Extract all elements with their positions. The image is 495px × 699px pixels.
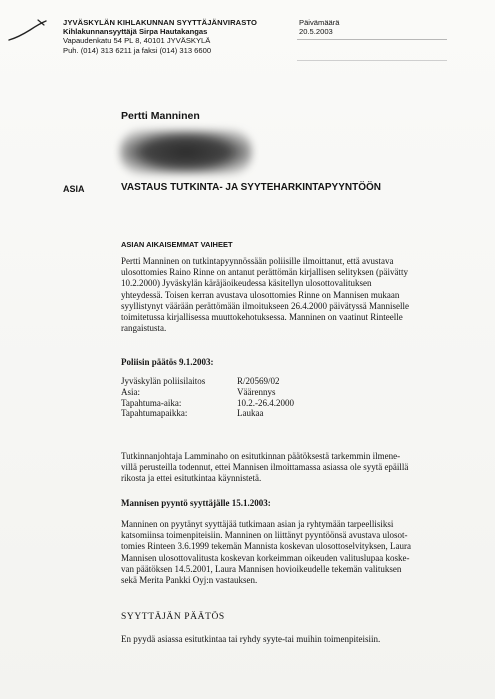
police-decision-heading: Poliisin päätös 9.1.2003: [121,357,214,367]
text-line: Tutkinnanjohtaja Lamminaho on esitutkinnan päätöksestä tarkemmin ilmene- [121,451,401,461]
table-row [121,376,294,387]
letterhead-phone: Puh. (014) 313 6211 ja faksi (014) 313 6600 [63,45,212,55]
table-value: 10.2.-26.4.2000 [237,397,294,408]
text-line: katsomiinsa toimenpiteisiin. Manninen on liittänyt pyyntöönsä avustava ulosot- [121,530,408,541]
header-rule [297,39,447,40]
text-line: 10.2.2000) Jyväskylän käräjäoikeudessa käsitellyn ulosottovalituksen [121,278,372,289]
table-row [121,387,294,398]
recipient-name: Pertti Manninen [121,110,200,122]
text-line: syyllistynyt väärään perättömään ilmoitukseen 26.4.2000 päivätyssä Manniselle [121,300,409,311]
text-line: tomies Rinteen 3.6.1999 tekemän Mannista koskevan ulosottoselvityksen, Laura [121,541,411,552]
text-line: ulosottomies Raino Rinne on antanut perättömän kirjallisen selityksen (päivätty [121,267,408,278]
subject-title: VASTAUS TUTKINTA- JA SYYTEHARKINTAPYYNTÖÖN [121,182,382,193]
text-line: En pyydä asiassa esitutkintaa tai ryhdy syyte-tai muihin toimenpiteisiin. [121,634,381,644]
text-line: van päätöksen 14.5.2001, Laura Mannisen hovioikeudelle tekemän valituksen [121,563,402,574]
text-line: Pertti Manninen on tutkintapyynnössään poliisille ilmoittanut, että avustava [121,256,394,266]
letterhead-official: Kihlakunnansyyttäjä Sirpa Hautakangas [63,27,208,37]
table-value: Väärennys [237,386,276,397]
table-row [121,398,294,409]
decision-paragraph [121,634,451,645]
text-line: villä perusteilla todennut, ettei Mannisen ilmoittamassa asiassa ole syytä epäillä [121,462,409,473]
table-key: Jyväskylän poliisilaitos [121,376,206,386]
date-label: Päivämäärä [299,18,340,27]
police-decision-table [121,376,294,419]
history-heading: ASIAN AIKAISEMMAT VAIHEET [121,240,233,249]
handwritten-mark [8,18,48,48]
text-line: toimitetussa kirjallisessa muuttokehotuksessa. Manninen on vaatinut Rinteelle [121,312,403,323]
police-decision-paragraph [121,451,451,485]
date-value: 20.5.2003 [299,27,333,37]
redacted-address [120,130,252,174]
request-heading: Mannisen pyyntö syyttäjälle 15.1.2003: [121,498,271,508]
table-key: Tapahtuma-aika: [121,397,182,408]
history-paragraph [121,256,451,334]
table-row [121,408,294,419]
table-key: Tapahtumapaikka: [121,408,188,419]
text-line: Manninen on pyytänyt syyttäjää tutkimaan asian ja ryhtymään tarpeellisiksi [121,519,394,529]
decision-heading: SYYTTÄJÄN PÄÄTÖS [121,612,225,622]
letterhead [63,18,257,55]
text-line: rangaistusta. [121,323,167,334]
table-key: Asia: [121,386,140,397]
table-value: Laukaa [237,408,264,419]
date-block [299,18,340,36]
text-line: sekä Merita Pankki Oyj:n vastauksen. [121,575,258,586]
request-paragraph [121,519,451,586]
table-value: R/20569/02 [237,376,280,386]
text-line: yhteydessä. Toisen kerran avustava ulosottomies Rinne on Mannisen mukaan [121,289,400,300]
text-line: rikosta ja ettei esitutkintaa käynnistetä. [121,473,262,484]
subject-label: ASIA [63,184,85,194]
text-line: Mannisen ulosottovalitusta koskevan korkeimman oikeuden valituslupaa koske- [121,552,410,563]
letterhead-org: JYVÄSKYLÄN KIHLAKUNNAN SYYTTÄJÄNVIRASTO [63,18,258,27]
letterhead-address: Vapaudenkatu 54 PL 8, 40101 JYVÄSKYLÄ [63,36,211,46]
header-rule [297,60,447,61]
